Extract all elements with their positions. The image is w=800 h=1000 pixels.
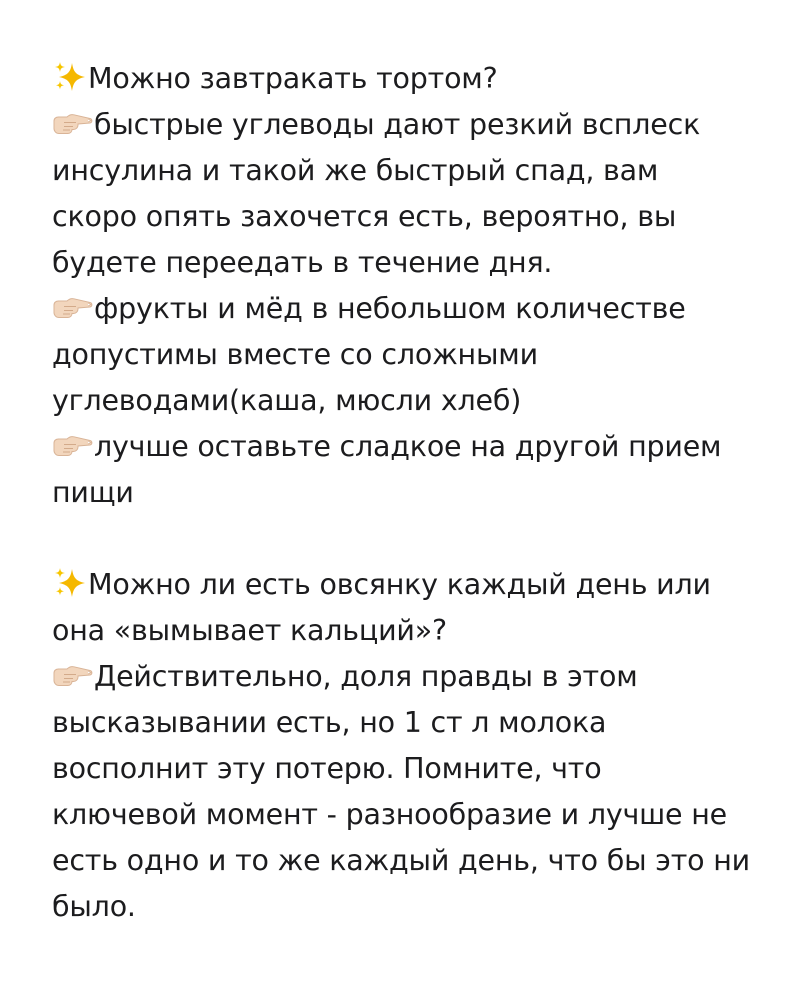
section-1-heading-line xyxy=(52,56,772,102)
sparkles-icon xyxy=(52,61,88,91)
section-2-point-1-line-5: есть одно и то же каждый день, что бы это ни xyxy=(52,844,750,877)
section-1-point-1-line-4: будете переедать в течение дня. xyxy=(52,246,553,279)
hand-pointing-right-icon xyxy=(52,112,94,136)
section-1-point-1-line-1 xyxy=(52,102,772,148)
hand-pointing-right-icon xyxy=(52,434,94,458)
paragraph-spacer xyxy=(52,516,772,562)
section-2-point-1-text-1: Действительно, доля правды в этом xyxy=(94,660,638,693)
section-2-heading-text-1: Можно ли есть овсянку каждый день или xyxy=(88,568,711,601)
hand-pointing-right-icon xyxy=(52,664,94,688)
section-1-point-2-line-1 xyxy=(52,286,772,332)
section-1-heading: Можно завтракать тортом? xyxy=(88,62,498,95)
section-1-point-2-text-1: фрукты и мёд в небольшом количестве xyxy=(94,292,686,325)
section-2-heading-line-2: она «вымывает кальций»? xyxy=(52,614,447,647)
section-1-point-1-text-1: быстрые углеводы дают резкий всплеск xyxy=(94,108,701,141)
hand-pointing-right-icon xyxy=(52,296,94,320)
section-1-point-3-text-1: лучше оставьте сладкое на другой прием xyxy=(94,430,722,463)
section-2-heading-line-1 xyxy=(52,562,772,608)
section-1-point-2-line-2: допустимы вместе со сложными xyxy=(52,338,538,371)
section-2-point-1-line-1 xyxy=(52,654,772,700)
section-1-point-2-line-3: углеводами(каша, мюсли хлеб) xyxy=(52,384,522,417)
section-1-point-1-line-3: скоро опять захочется есть, вероятно, вы xyxy=(52,200,677,233)
section-2-point-1-line-2: высказывании есть, но 1 ст л молока xyxy=(52,706,607,739)
note-text xyxy=(52,56,772,930)
sparkles-icon xyxy=(52,567,88,597)
section-2-point-1-line-6: было. xyxy=(52,890,136,923)
section-1-point-3-line-2: пищи xyxy=(52,476,134,509)
section-2-point-1-line-3: восполнит эту потерю. Помните, что xyxy=(52,752,602,785)
section-2-point-1-line-4: ключевой момент - разнообразие и лучше не xyxy=(52,798,727,831)
section-1-point-3-line-1 xyxy=(52,424,772,470)
section-1-point-1-line-2: инсулина и такой же быстрый спад, вам xyxy=(52,154,659,187)
